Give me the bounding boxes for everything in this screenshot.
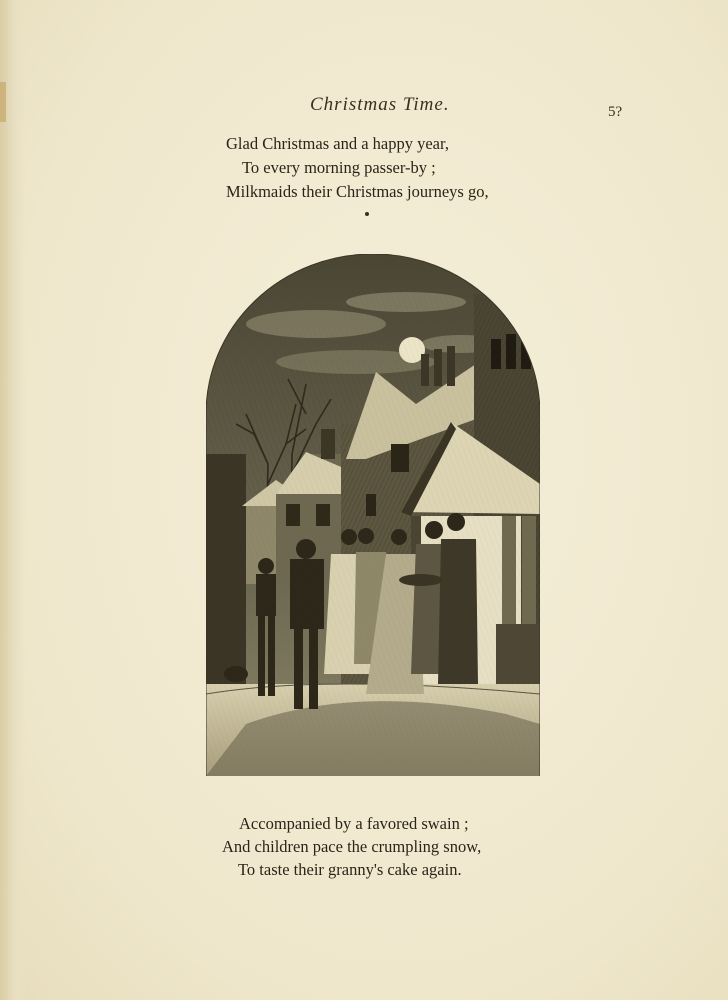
gutter-stain bbox=[0, 82, 6, 122]
verse-line: And children pace the crumpling snow, bbox=[222, 837, 482, 856]
verse-line: Milkmaids their Christmas journeys go, bbox=[226, 182, 489, 201]
verse-line: Accompanied by a favored swain ; bbox=[239, 814, 469, 833]
engraving-christmas-gathering-icon bbox=[206, 254, 540, 776]
verse-line: To every morning passer-by ; bbox=[242, 158, 436, 177]
ornament-dot bbox=[365, 212, 369, 216]
verse-line: Glad Christmas and a happy year, bbox=[226, 134, 449, 153]
verse-line: To taste their granny's cake again. bbox=[238, 860, 462, 879]
page-gutter bbox=[0, 0, 26, 1000]
page-number: 5? bbox=[608, 104, 623, 120]
running-title: Christmas Time. bbox=[310, 94, 450, 115]
